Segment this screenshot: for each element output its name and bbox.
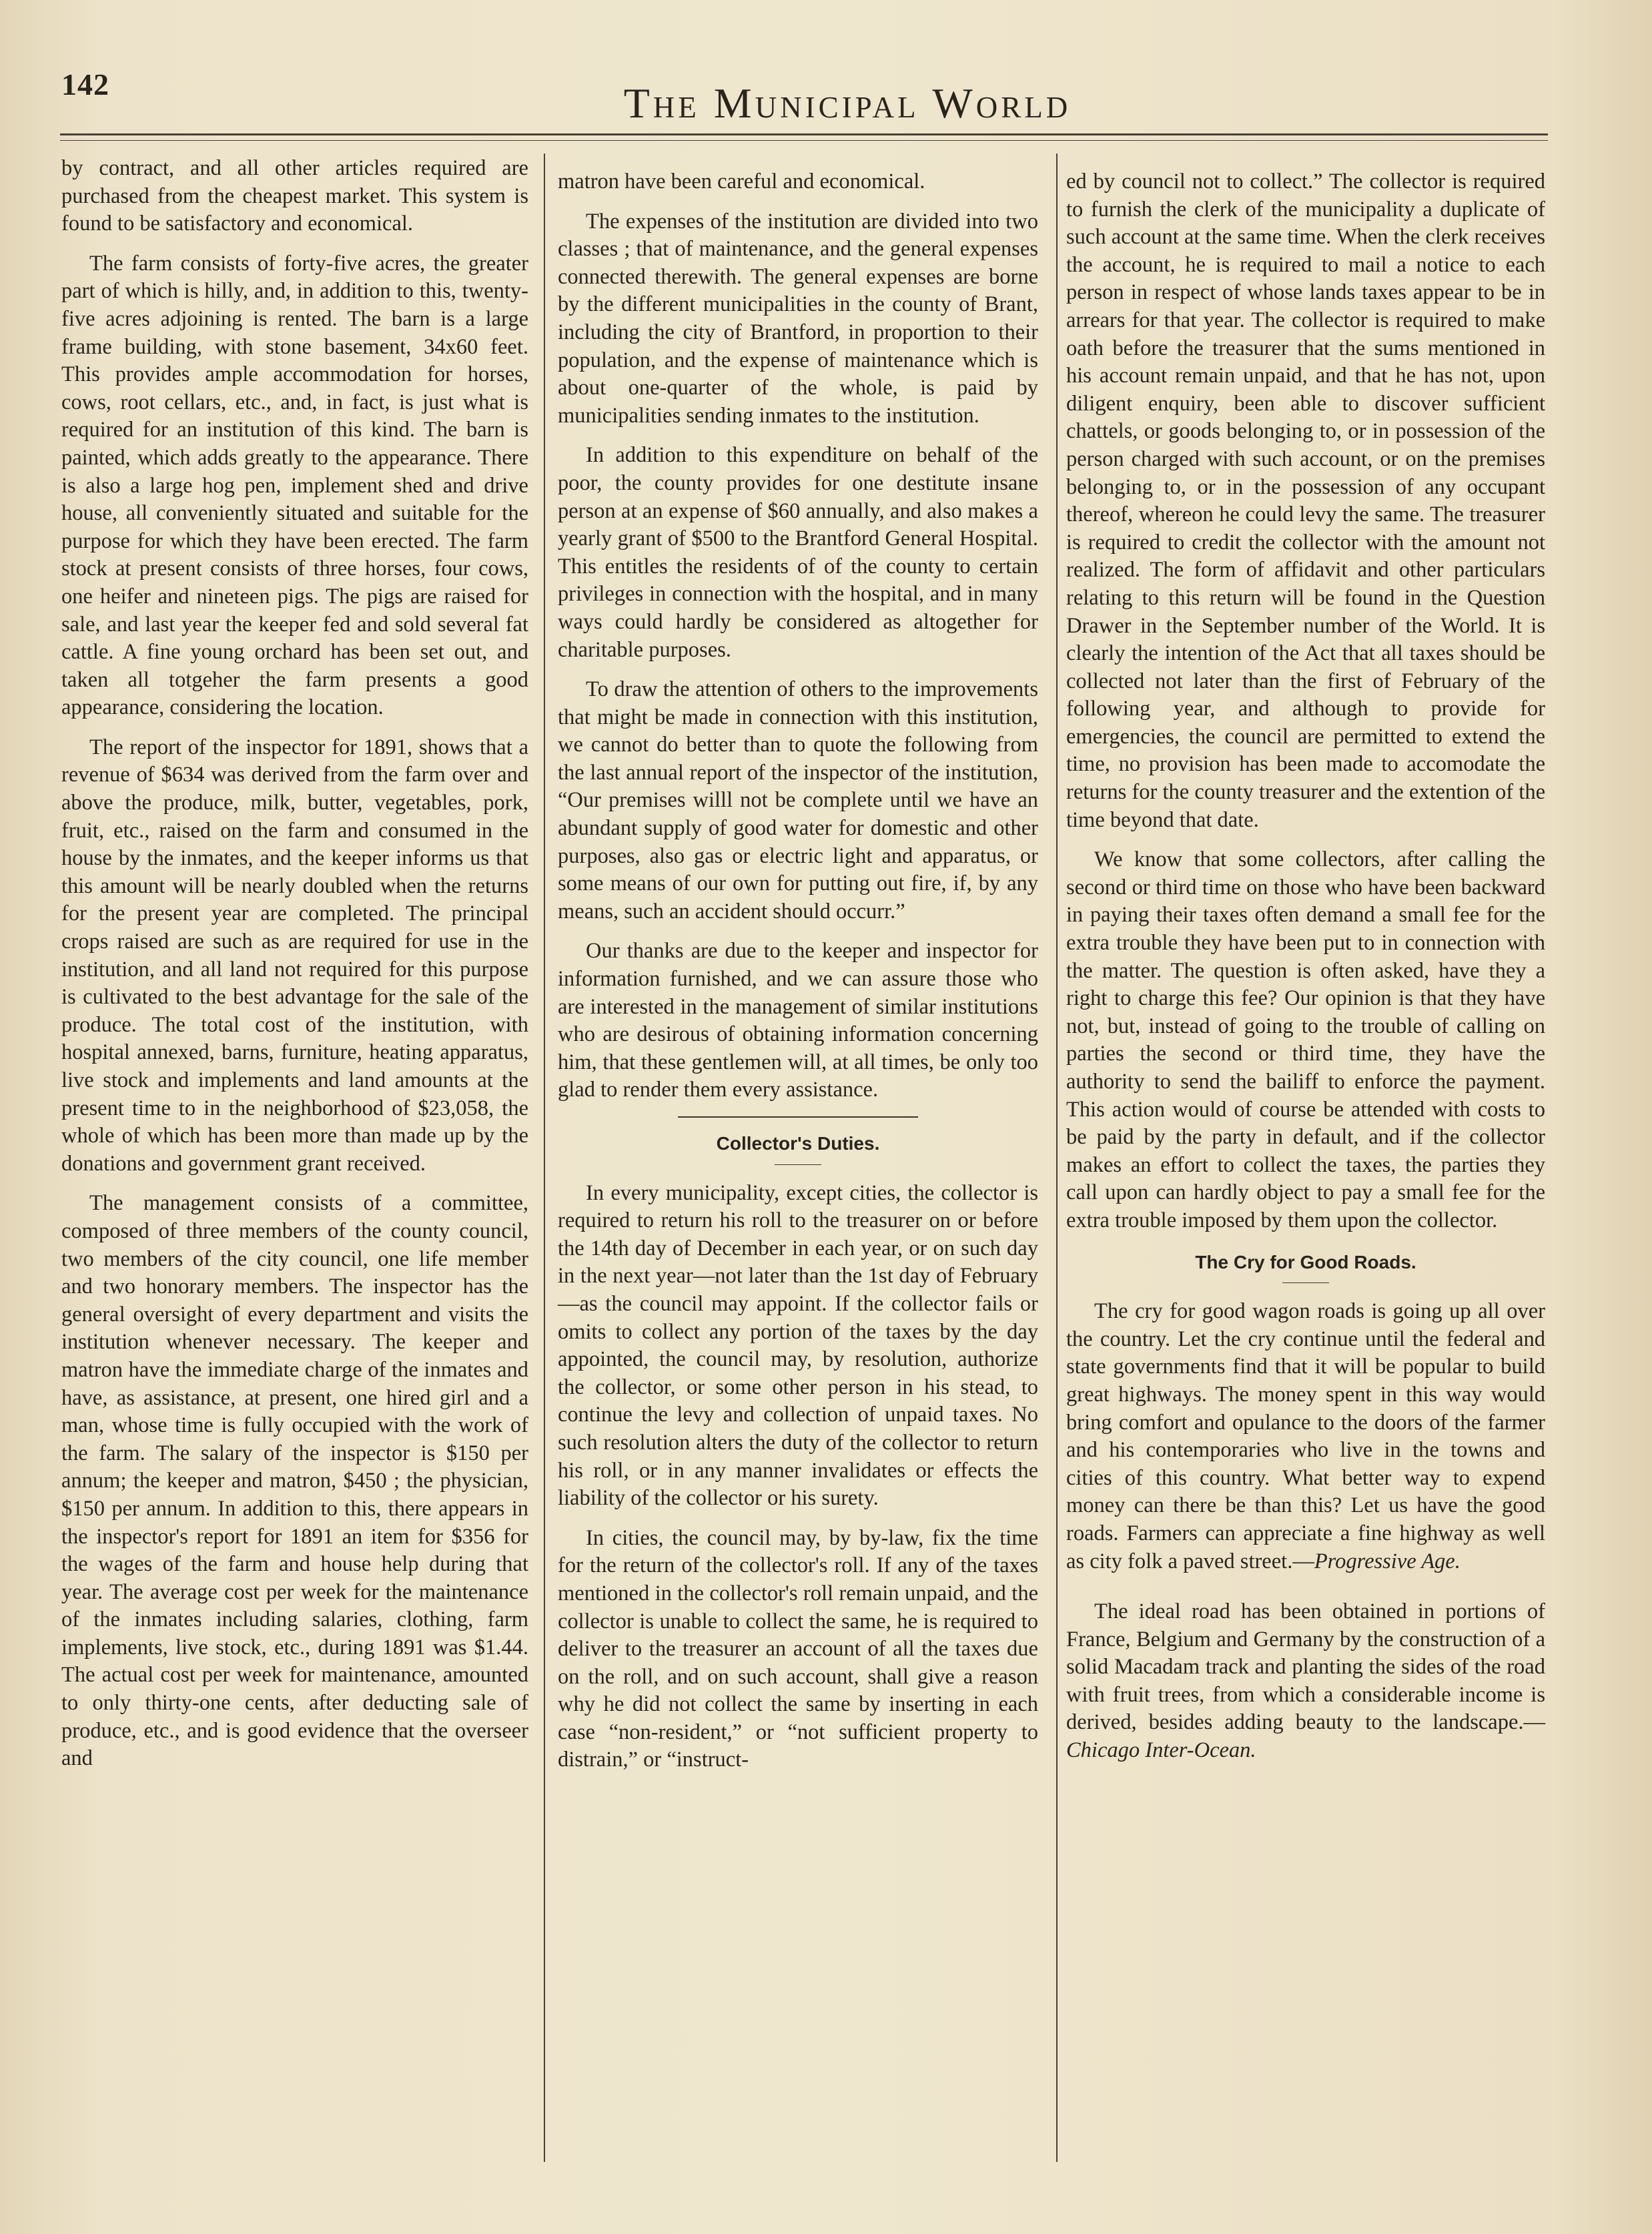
masthead-title: The Municipal World bbox=[623, 79, 1072, 127]
paragraph: The report of the inspector for 1891, shows that a revenue of $634 was derived from the farm over and above the produce, milk, butter, vegetables, pork, fruit, etc., raised on the farm and consumed in the house by the inmates, and the keeper informs us that this amount will be nearly doubled when the returns for the present year are completed. The principal crops raised are such as are required for use in the institution, and all land not required for this purpose is cultivated to the best advantage for the sale of the produce. The total cost of the institution, with hospital annexed, barns, furniture, heating apparatus, live stock and implements and land amounts at the present time to in the neighborhood of $23,058, the whole of which has been more than made up by the donations and government grant received. bbox=[61, 735, 528, 1176]
paragraph: Our thanks are due to the keeper and inspector for information furnished, and we can assure those who are interested in the management of similar institutions who are desirous of obtaining information concerning him, that these gentlemen will, at all times, be only too glad to render them every assistance. bbox=[558, 939, 1038, 1102]
paragraph: We know that some collectors, after calling the second or third time on those who have been backward in paying their taxes often demand a small fee for the extra trouble they have been put to in connection with the matter. The question is often asked, have they a right to charge this fee? Our opinion is that they have not, but, instead of going to the trouble of calling on parties the second or third time, they have the authority to send the bailiff to enforce the payment. This action would of course be attended with costs to be paid by the party in default, and if the collector makes an effort to collect the taxes, the parties they call upon can hardly object to pay a small fee for the extra trouble imposed by them upon the collector. bbox=[1066, 847, 1545, 1232]
page-number: 142 bbox=[61, 67, 109, 101]
section-heading: The Cry for Good Roads. bbox=[1195, 1251, 1416, 1272]
paragraph: The management consists of a committee, composed of three members of the county council, two members of the city council, one life member and two honorary members. The inspector has the general oversight of every department and visits the institution whenever necessary. The keeper and matron have the immediate charge of the inmates and have, as assistance, at present, one hired girl and a man, whose time is fully occupied with the work of the farm. The salary of the inspector is $150 per annum; the keeper and matron, $450 ; the physician, $150 per annum. In addition to this, there appears in the inspector's report for 1891 an item for $356 for the wages of the farm and house help during that year. The average cost per week for the maintenance of the inmates including salaries, clothing, farm implements, live stock, etc., during 1891 was $1.44. The actual cost per week for maintenance, amounted to only thirty-one cents, after deducting sale of produce, etc., and is good evidence that the overseer and bbox=[61, 1191, 528, 1771]
paragraph: In cities, the council may, by by-law, fix the time for the return of the collector's roll. If any of the taxes mentioned in the collector's roll remain unpaid, and the collector is unable to collect the same, he is required to deliver to the treasurer an account of all the taxes due on the roll, and on such account, shall give a reason why he did not collect the same by inserting in each case “non-resident,” or “not sufficient property to distrain,” or “instruct- bbox=[558, 1525, 1038, 1772]
paragraph: In addition to this expenditure on behalf of the poor, the county provides for one destitute insane person at an expense of $60 annually, and also makes a yearly grant of $500 to the Brantford General Hospital. This entitles the residents of of the county to certain privileges in connection with the hospital, and in many ways could hardly be considered as altogether for charitable purposes. bbox=[558, 443, 1038, 662]
paragraph-text: The cry for good wagon roads is going up all over the country. Let the cry continue until the federal and state governments find that it will be popular to build great highways. The money spent in this way would bring comfort and opulance to the doors of the farmer and his contemporaries who live in the towns and cities of this country. What better way to expend money can there be than this? Let us have the good roads. Farmers can appreciate a fine highway as well as city folk a paved street.— bbox=[1066, 1299, 1545, 1573]
section-heading: Collector's Duties. bbox=[716, 1133, 880, 1154]
paragraph: To draw the attention of others to the improvements that might be made in connection with this institution, we cannot do better than to quote the following from the last annual report of the inspector of the institution, “Our premises willl not be complete until we have an abundant supply of good water for domestic and other purposes, also gas or electric light and apparatus, or some means of our own for putting out fire, if, by any means, such an accident should occurr.” bbox=[558, 677, 1038, 923]
column-left bbox=[61, 155, 528, 1785]
paragraph: ed by council not to collect.” The collector is required to furnish the clerk of the municipality a duplicate of such account at the same time. When the clerk receives the account, he is required to mail a notice to each person in respect of whose lands taxes appear to be in arrears for that year. The collector is required to make oath before the treasurer that the sums mentioned in his account remain unpaid, and that he has not, upon diligent enquiry, been able to discover sufficient chattels, or goods belonging to, or in possession of the person charged with such account, or on the premises belonging to, or in the possession of any occupant thereof, whereon he could levy the same. The treasurer is required to credit the collector with the amount not realized. The form of affidavit and other particulars relating to this return will be found in the Question Drawer in the September number of the World. It is clearly the intention of the Act that all taxes should be collected not later than the first of February of the following year, and although to provide for emergencies, the council are permitted to extend the time, no provision has been made to accomodate the returns for the county treasurer and the extention of the time beyond that date. bbox=[1066, 169, 1545, 832]
heading-underline bbox=[775, 1164, 821, 1165]
source-credit: Chicago Inter-Ocean. bbox=[1066, 1738, 1256, 1763]
column-divider bbox=[1056, 153, 1058, 2162]
section-divider bbox=[678, 1116, 918, 1118]
paragraph: The expenses of the institution are divided into two classes ; that of maintenance, and the general expenses connected therewith. The general expenses are borne by the different municipalities in the county of Brant, including the city of Brantford, in proportion to their population, and the expense of maintenance which is about one-quarter of the whole, is paid by municipalities sending inmates to the institution. bbox=[558, 209, 1038, 428]
header-rule bbox=[60, 133, 1548, 135]
paragraph: matron have been careful and economical. bbox=[558, 169, 925, 194]
heading-underline bbox=[1282, 1282, 1329, 1283]
column-right bbox=[1066, 168, 1545, 1777]
paragraph bbox=[1066, 1298, 1545, 1575]
paragraph-text: The ideal road has been obtained in portions of France, Belgium and Germany by the construction of a solid Macadam track and planting the sides of the road with fruit trees, from which a considerable income is derived, besides adding beauty to the landscape.— bbox=[1066, 1599, 1545, 1735]
paragraph: The farm consists of forty-five acres, the greater part of which is hilly, and, in addition to this, twenty-five acres adjoining is rented. The barn is a large frame building, with stone basement, 34x60 feet. This provides ample accommodation for horses, cows, root cellars, etc., and, in fact, is just what is required for an institution of this kind. The barn is painted, which adds greatly to the appearance. There is also a large hog pen, implement shed and drive house, all conveniently situated and suitable for the purpose for which they have been erected. The farm stock at present consists of three horses, four cows, one heifer and nineteen pigs. The pigs are raised for sale, and last year the keeper fed and sold several fat cattle. A fine young orchard has been set out, and taken all totgeher the farm presents a good appearance, considering the location. bbox=[61, 251, 528, 720]
paragraph bbox=[1066, 1598, 1545, 1765]
column-divider bbox=[544, 153, 545, 2162]
paragraph: In every municipality, except cities, the collector is required to return his roll to the treasurer on or before the 14th day of December in each year, or on such day in the next year—not later than the 1st day of February—as the council may appoint. If the collector fails or omits to collect any portion of the taxes by the day appointed, the council may, by resolution, authorize the collector, or some other person in his stead, to continue the levy and collection of unpaid taxes. No such resolution alters the duty of the collector to return his roll, or in any manner invalidates or effects the liability of the collector or his surety. bbox=[558, 1180, 1038, 1511]
source-credit: Progressive Age. bbox=[1314, 1549, 1461, 1573]
header-rule-thin bbox=[60, 140, 1548, 141]
column-middle bbox=[558, 168, 1038, 1786]
paragraph: by contract, and all other articles required are purchased from the cheapest market. This system is found to be satisfactory and economical. bbox=[61, 156, 528, 236]
